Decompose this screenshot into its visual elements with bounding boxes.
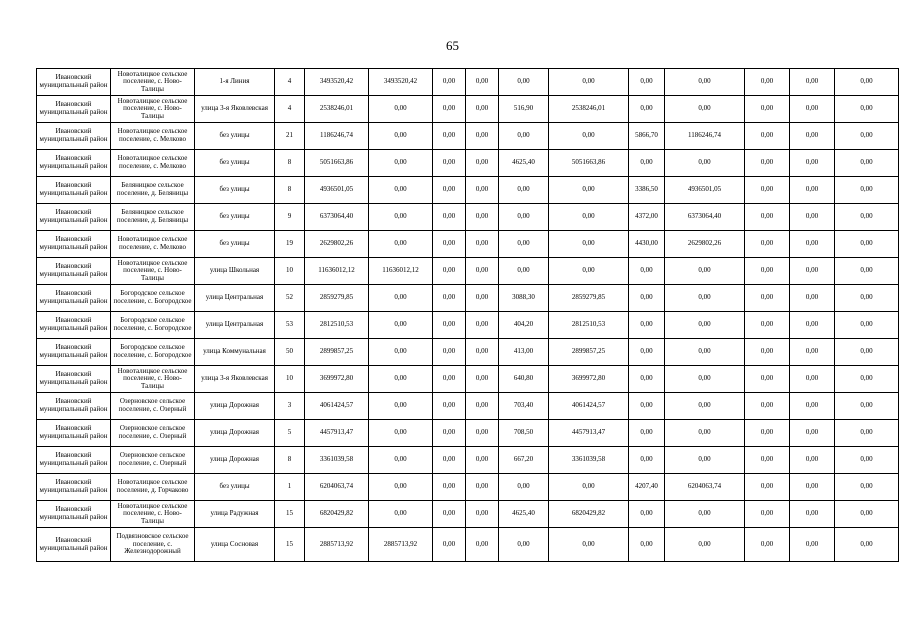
cell-col-15: 0,00 <box>835 96 899 123</box>
cell-municipality: Ивановский муниципальный район <box>37 177 111 204</box>
cell-col-11: 4207,40 <box>629 474 665 501</box>
cell-total-cost: 5051663,86 <box>305 150 369 177</box>
cell-municipality: Ивановский муниципальный район <box>37 447 111 474</box>
cell-house-number: 5 <box>275 420 305 447</box>
cell-col-12: 0,00 <box>665 501 745 528</box>
table-row <box>37 366 899 393</box>
cell-col-8: 0,00 <box>466 339 499 366</box>
cell-area: 0,00 <box>499 528 549 562</box>
cell-house-number: 9 <box>275 204 305 231</box>
cell-col-12: 0,00 <box>665 258 745 285</box>
cell-col-11: 0,00 <box>629 339 665 366</box>
cell-col-8: 0,00 <box>466 501 499 528</box>
cell-col-14: 0,00 <box>790 285 835 312</box>
cell-municipality: Ивановский муниципальный район <box>37 528 111 562</box>
cell-col-12: 6204063,74 <box>665 474 745 501</box>
cell-house-number: 1 <box>275 474 305 501</box>
cell-total-cost: 4457913,47 <box>305 420 369 447</box>
cell-col-14: 0,00 <box>790 528 835 562</box>
cell-area: 708,50 <box>499 420 549 447</box>
cell-col-14: 0,00 <box>790 123 835 150</box>
cell-street: улица 3-я Яковлевская <box>195 366 275 393</box>
cell-col-15: 0,00 <box>835 177 899 204</box>
cell-municipality: Ивановский муниципальный район <box>37 285 111 312</box>
cell-col-13: 0,00 <box>745 501 790 528</box>
cell-col-7: 0,00 <box>433 393 466 420</box>
cell-street: улица Дорожная <box>195 393 275 420</box>
cell-house-number: 4 <box>275 96 305 123</box>
cell-col-8: 0,00 <box>466 528 499 562</box>
cell-col-6: 0,00 <box>369 474 433 501</box>
cell-house-number: 15 <box>275 501 305 528</box>
cell-area: 703,40 <box>499 393 549 420</box>
cell-col-8: 0,00 <box>466 366 499 393</box>
cell-col-7: 0,00 <box>433 177 466 204</box>
cell-col-13: 0,00 <box>745 258 790 285</box>
cell-house-number: 53 <box>275 312 305 339</box>
cell-municipality: Ивановский муниципальный район <box>37 204 111 231</box>
cell-municipality: Ивановский муниципальный район <box>37 150 111 177</box>
cell-house-number: 10 <box>275 258 305 285</box>
cell-street: улица Центральная <box>195 285 275 312</box>
cell-settlement: Беляницкое сельское поселение, д. Беляницы <box>111 204 195 231</box>
cell-col-10: 0,00 <box>549 177 629 204</box>
cell-area: 0,00 <box>499 474 549 501</box>
cell-col-11: 0,00 <box>629 420 665 447</box>
cell-col-6: 0,00 <box>369 177 433 204</box>
cell-settlement: Новоталицкое сельское поселение, с. Ново-Талицы <box>111 501 195 528</box>
cell-municipality: Ивановский муниципальный район <box>37 258 111 285</box>
cell-settlement: Новоталицкое сельское поселение, с. Ново-Талицы <box>111 69 195 96</box>
cell-settlement: Новоталицкое сельское поселение, с. Мелково <box>111 231 195 258</box>
cell-house-number: 50 <box>275 339 305 366</box>
cell-col-10: 0,00 <box>549 69 629 96</box>
table-row <box>37 474 899 501</box>
cell-col-10: 2859279,85 <box>549 285 629 312</box>
cell-settlement: Богородское сельское поселение, с. Богородское <box>111 312 195 339</box>
cell-settlement: Новоталицкое сельское поселение, д. Горчаково <box>111 474 195 501</box>
cell-col-13: 0,00 <box>745 150 790 177</box>
cell-col-14: 0,00 <box>790 312 835 339</box>
cell-area: 4625,40 <box>499 501 549 528</box>
cell-total-cost: 6820429,82 <box>305 501 369 528</box>
cell-col-8: 0,00 <box>466 69 499 96</box>
cell-col-15: 0,00 <box>835 312 899 339</box>
cell-area: 0,00 <box>499 123 549 150</box>
cell-col-11: 4372,00 <box>629 204 665 231</box>
cell-col-13: 0,00 <box>745 231 790 258</box>
cell-col-12: 0,00 <box>665 285 745 312</box>
cell-col-7: 0,00 <box>433 231 466 258</box>
cell-col-13: 0,00 <box>745 96 790 123</box>
cell-street: улица Центральная <box>195 312 275 339</box>
cell-col-10: 4457913,47 <box>549 420 629 447</box>
cell-col-13: 0,00 <box>745 420 790 447</box>
cell-area: 404,20 <box>499 312 549 339</box>
cell-col-15: 0,00 <box>835 501 899 528</box>
cell-house-number: 19 <box>275 231 305 258</box>
cell-total-cost: 2538246,01 <box>305 96 369 123</box>
cell-house-number: 21 <box>275 123 305 150</box>
cell-municipality: Ивановский муниципальный район <box>37 312 111 339</box>
cell-col-10: 2538246,01 <box>549 96 629 123</box>
cell-col-10: 5051663,86 <box>549 150 629 177</box>
cell-col-6: 0,00 <box>369 204 433 231</box>
cell-col-14: 0,00 <box>790 366 835 393</box>
cell-house-number: 4 <box>275 69 305 96</box>
page-number: 65 <box>446 38 459 53</box>
cell-col-15: 0,00 <box>835 123 899 150</box>
cell-col-12: 0,00 <box>665 69 745 96</box>
cell-total-cost: 6373064,40 <box>305 204 369 231</box>
table-row <box>37 204 899 231</box>
cell-col-15: 0,00 <box>835 258 899 285</box>
cell-col-12: 0,00 <box>665 528 745 562</box>
cell-col-6: 2885713,92 <box>369 528 433 562</box>
cell-col-11: 0,00 <box>629 447 665 474</box>
cell-settlement: Озерновское сельское поселение, с. Озерный <box>111 420 195 447</box>
cell-municipality: Ивановский муниципальный район <box>37 123 111 150</box>
cell-col-10: 2899857,25 <box>549 339 629 366</box>
cell-house-number: 10 <box>275 366 305 393</box>
cell-col-13: 0,00 <box>745 312 790 339</box>
cell-col-8: 0,00 <box>466 150 499 177</box>
table-row <box>37 231 899 258</box>
cell-col-13: 0,00 <box>745 393 790 420</box>
cell-col-14: 0,00 <box>790 339 835 366</box>
cell-area: 0,00 <box>499 231 549 258</box>
cell-col-6: 0,00 <box>369 366 433 393</box>
cell-col-15: 0,00 <box>835 528 899 562</box>
cell-col-15: 0,00 <box>835 447 899 474</box>
cell-settlement: Новоталицкое сельское поселение, с. Мелково <box>111 150 195 177</box>
cell-street: улица Школьная <box>195 258 275 285</box>
cell-col-13: 0,00 <box>745 69 790 96</box>
cell-col-11: 0,00 <box>629 69 665 96</box>
cell-total-cost: 11636012,12 <box>305 258 369 285</box>
cell-col-8: 0,00 <box>466 420 499 447</box>
cell-col-6: 0,00 <box>369 150 433 177</box>
cell-total-cost: 4061424,57 <box>305 393 369 420</box>
cell-col-8: 0,00 <box>466 285 499 312</box>
cell-col-7: 0,00 <box>433 285 466 312</box>
cell-settlement: Новоталицкое сельское поселение, с. Мелково <box>111 123 195 150</box>
cell-col-7: 0,00 <box>433 420 466 447</box>
cell-col-11: 0,00 <box>629 150 665 177</box>
cell-area: 4625,40 <box>499 150 549 177</box>
cell-col-14: 0,00 <box>790 96 835 123</box>
cell-house-number: 8 <box>275 447 305 474</box>
cell-municipality: Ивановский муниципальный район <box>37 501 111 528</box>
cell-area: 0,00 <box>499 204 549 231</box>
cell-col-14: 0,00 <box>790 501 835 528</box>
cell-col-15: 0,00 <box>835 150 899 177</box>
cell-col-11: 0,00 <box>629 366 665 393</box>
cell-col-15: 0,00 <box>835 474 899 501</box>
cell-col-7: 0,00 <box>433 150 466 177</box>
table-row <box>37 123 899 150</box>
cell-area: 3088,30 <box>499 285 549 312</box>
cell-col-6: 0,00 <box>369 501 433 528</box>
cell-col-8: 0,00 <box>466 447 499 474</box>
cell-col-13: 0,00 <box>745 528 790 562</box>
table-row <box>37 285 899 312</box>
cell-col-13: 0,00 <box>745 474 790 501</box>
cell-col-11: 0,00 <box>629 96 665 123</box>
table-row <box>37 447 899 474</box>
cell-col-14: 0,00 <box>790 177 835 204</box>
cell-settlement: Беляницкое сельское поселение, д. Беляницы <box>111 177 195 204</box>
cell-area: 516,90 <box>499 96 549 123</box>
table-row <box>37 501 899 528</box>
cell-street: без улицы <box>195 177 275 204</box>
cell-col-7: 0,00 <box>433 474 466 501</box>
cell-area: 0,00 <box>499 69 549 96</box>
cell-col-11: 0,00 <box>629 501 665 528</box>
cell-street: 1-я Линия <box>195 69 275 96</box>
cell-col-14: 0,00 <box>790 447 835 474</box>
cell-col-12: 1186246,74 <box>665 123 745 150</box>
cell-area: 0,00 <box>499 177 549 204</box>
cell-col-10: 3699972,80 <box>549 366 629 393</box>
cell-settlement: Богородское сельское поселение, с. Богородское <box>111 339 195 366</box>
cell-total-cost: 2885713,92 <box>305 528 369 562</box>
cell-col-6: 3493520,42 <box>369 69 433 96</box>
cell-col-14: 0,00 <box>790 231 835 258</box>
cell-municipality: Ивановский муниципальный район <box>37 69 111 96</box>
cell-col-10: 2812510,53 <box>549 312 629 339</box>
cell-street: улица Дорожная <box>195 447 275 474</box>
cell-total-cost: 2899857,25 <box>305 339 369 366</box>
cell-col-6: 0,00 <box>369 447 433 474</box>
cell-house-number: 52 <box>275 285 305 312</box>
cell-col-6: 11636012,12 <box>369 258 433 285</box>
cell-col-11: 0,00 <box>629 285 665 312</box>
cell-col-11: 4430,00 <box>629 231 665 258</box>
cell-col-6: 0,00 <box>369 312 433 339</box>
cell-col-7: 0,00 <box>433 366 466 393</box>
cell-total-cost: 2629802,26 <box>305 231 369 258</box>
cell-col-14: 0,00 <box>790 69 835 96</box>
table-body <box>37 69 899 562</box>
table-row <box>37 177 899 204</box>
cell-total-cost: 3493520,42 <box>305 69 369 96</box>
cell-col-10: 0,00 <box>549 258 629 285</box>
cell-col-13: 0,00 <box>745 285 790 312</box>
cell-col-13: 0,00 <box>745 204 790 231</box>
cell-col-6: 0,00 <box>369 393 433 420</box>
table-row <box>37 339 899 366</box>
cell-col-15: 0,00 <box>835 366 899 393</box>
cell-col-12: 2629802,26 <box>665 231 745 258</box>
cell-settlement: Новоталицкое сельское поселение, с. Ново-Талицы <box>111 366 195 393</box>
cell-col-6: 0,00 <box>369 96 433 123</box>
cell-house-number: 3 <box>275 393 305 420</box>
cell-col-11: 5866,70 <box>629 123 665 150</box>
cell-col-15: 0,00 <box>835 69 899 96</box>
cell-street: без улицы <box>195 231 275 258</box>
cell-col-8: 0,00 <box>466 177 499 204</box>
cell-house-number: 8 <box>275 150 305 177</box>
cell-municipality: Ивановский муниципальный район <box>37 339 111 366</box>
cell-col-6: 0,00 <box>369 231 433 258</box>
cell-municipality: Ивановский муниципальный район <box>37 366 111 393</box>
cell-col-15: 0,00 <box>835 231 899 258</box>
cell-total-cost: 4936501,05 <box>305 177 369 204</box>
cell-street: без улицы <box>195 123 275 150</box>
cell-settlement: Озерновское сельское поселение, с. Озерный <box>111 447 195 474</box>
housing-repair-table <box>36 68 899 562</box>
cell-total-cost: 2812510,53 <box>305 312 369 339</box>
cell-street: улица Коммунальная <box>195 339 275 366</box>
cell-area: 667,20 <box>499 447 549 474</box>
cell-col-11: 0,00 <box>629 393 665 420</box>
cell-municipality: Ивановский муниципальный район <box>37 420 111 447</box>
cell-col-7: 0,00 <box>433 204 466 231</box>
cell-col-8: 0,00 <box>466 204 499 231</box>
cell-col-6: 0,00 <box>369 420 433 447</box>
cell-col-10: 4061424,57 <box>549 393 629 420</box>
cell-col-7: 0,00 <box>433 123 466 150</box>
cell-col-13: 0,00 <box>745 447 790 474</box>
cell-col-8: 0,00 <box>466 474 499 501</box>
cell-col-10: 0,00 <box>549 474 629 501</box>
cell-street: улица 3-я Яковлевская <box>195 96 275 123</box>
table-row <box>37 69 899 96</box>
cell-col-12: 0,00 <box>665 447 745 474</box>
cell-col-12: 6373064,40 <box>665 204 745 231</box>
cell-col-7: 0,00 <box>433 96 466 123</box>
cell-col-11: 0,00 <box>629 258 665 285</box>
cell-col-14: 0,00 <box>790 474 835 501</box>
cell-col-6: 0,00 <box>369 285 433 312</box>
cell-total-cost: 3361039,58 <box>305 447 369 474</box>
cell-col-10: 0,00 <box>549 528 629 562</box>
cell-col-6: 0,00 <box>369 339 433 366</box>
cell-col-7: 0,00 <box>433 447 466 474</box>
cell-col-10: 0,00 <box>549 123 629 150</box>
cell-col-14: 0,00 <box>790 150 835 177</box>
table-row <box>37 420 899 447</box>
cell-col-11: 0,00 <box>629 528 665 562</box>
cell-total-cost: 6204063,74 <box>305 474 369 501</box>
cell-col-8: 0,00 <box>466 393 499 420</box>
cell-street: улица Сосновая <box>195 528 275 562</box>
cell-col-13: 0,00 <box>745 366 790 393</box>
cell-col-7: 0,00 <box>433 339 466 366</box>
cell-col-12: 0,00 <box>665 366 745 393</box>
cell-col-15: 0,00 <box>835 420 899 447</box>
cell-col-12: 0,00 <box>665 339 745 366</box>
cell-col-10: 6820429,82 <box>549 501 629 528</box>
cell-col-6: 0,00 <box>369 123 433 150</box>
cell-col-12: 0,00 <box>665 312 745 339</box>
cell-street: без улицы <box>195 150 275 177</box>
cell-street: без улицы <box>195 474 275 501</box>
cell-col-14: 0,00 <box>790 204 835 231</box>
cell-col-7: 0,00 <box>433 528 466 562</box>
cell-col-15: 0,00 <box>835 393 899 420</box>
cell-col-7: 0,00 <box>433 312 466 339</box>
cell-col-14: 0,00 <box>790 258 835 285</box>
cell-col-12: 0,00 <box>665 96 745 123</box>
cell-col-8: 0,00 <box>466 231 499 258</box>
cell-area: 640,80 <box>499 366 549 393</box>
cell-col-13: 0,00 <box>745 177 790 204</box>
cell-municipality: Ивановский муниципальный район <box>37 96 111 123</box>
cell-settlement: Новоталицкое сельское поселение, с. Ново-Талицы <box>111 96 195 123</box>
cell-street: без улицы <box>195 204 275 231</box>
cell-settlement: Новоталицкое сельское поселение, с. Ново-Талицы <box>111 258 195 285</box>
cell-settlement: Богородское сельское поселение, с. Богородское <box>111 285 195 312</box>
cell-col-15: 0,00 <box>835 339 899 366</box>
table-row <box>37 258 899 285</box>
cell-col-13: 0,00 <box>745 339 790 366</box>
cell-total-cost: 1186246,74 <box>305 123 369 150</box>
cell-municipality: Ивановский муниципальный район <box>37 474 111 501</box>
cell-total-cost: 2859279,85 <box>305 285 369 312</box>
cell-total-cost: 3699972,80 <box>305 366 369 393</box>
cell-settlement: Озерновское сельское поселение, с. Озерный <box>111 393 195 420</box>
table-row <box>37 393 899 420</box>
table-row <box>37 312 899 339</box>
cell-col-8: 0,00 <box>466 96 499 123</box>
cell-col-7: 0,00 <box>433 69 466 96</box>
cell-col-10: 0,00 <box>549 231 629 258</box>
table-row <box>37 150 899 177</box>
cell-municipality: Ивановский муниципальный район <box>37 393 111 420</box>
cell-col-10: 0,00 <box>549 204 629 231</box>
cell-col-10: 3361039,58 <box>549 447 629 474</box>
cell-col-7: 0,00 <box>433 258 466 285</box>
cell-col-13: 0,00 <box>745 123 790 150</box>
cell-area: 413,00 <box>499 339 549 366</box>
cell-col-15: 0,00 <box>835 285 899 312</box>
cell-col-14: 0,00 <box>790 393 835 420</box>
cell-col-11: 3386,50 <box>629 177 665 204</box>
cell-col-12: 4936501,05 <box>665 177 745 204</box>
cell-municipality: Ивановский муниципальный район <box>37 231 111 258</box>
cell-col-14: 0,00 <box>790 420 835 447</box>
cell-col-11: 0,00 <box>629 312 665 339</box>
cell-house-number: 8 <box>275 177 305 204</box>
cell-col-12: 0,00 <box>665 420 745 447</box>
cell-settlement: Подвязновское сельское поселение, с. Железнодорожный <box>111 528 195 562</box>
cell-col-15: 0,00 <box>835 204 899 231</box>
cell-col-8: 0,00 <box>466 258 499 285</box>
cell-house-number: 15 <box>275 528 305 562</box>
table-row <box>37 96 899 123</box>
cell-col-8: 0,00 <box>466 312 499 339</box>
cell-col-12: 0,00 <box>665 150 745 177</box>
table-row <box>37 528 899 562</box>
cell-area: 0,00 <box>499 258 549 285</box>
cell-col-7: 0,00 <box>433 501 466 528</box>
cell-col-12: 0,00 <box>665 393 745 420</box>
cell-col-8: 0,00 <box>466 123 499 150</box>
cell-street: улица Дорожная <box>195 420 275 447</box>
cell-street: улица Радужная <box>195 501 275 528</box>
